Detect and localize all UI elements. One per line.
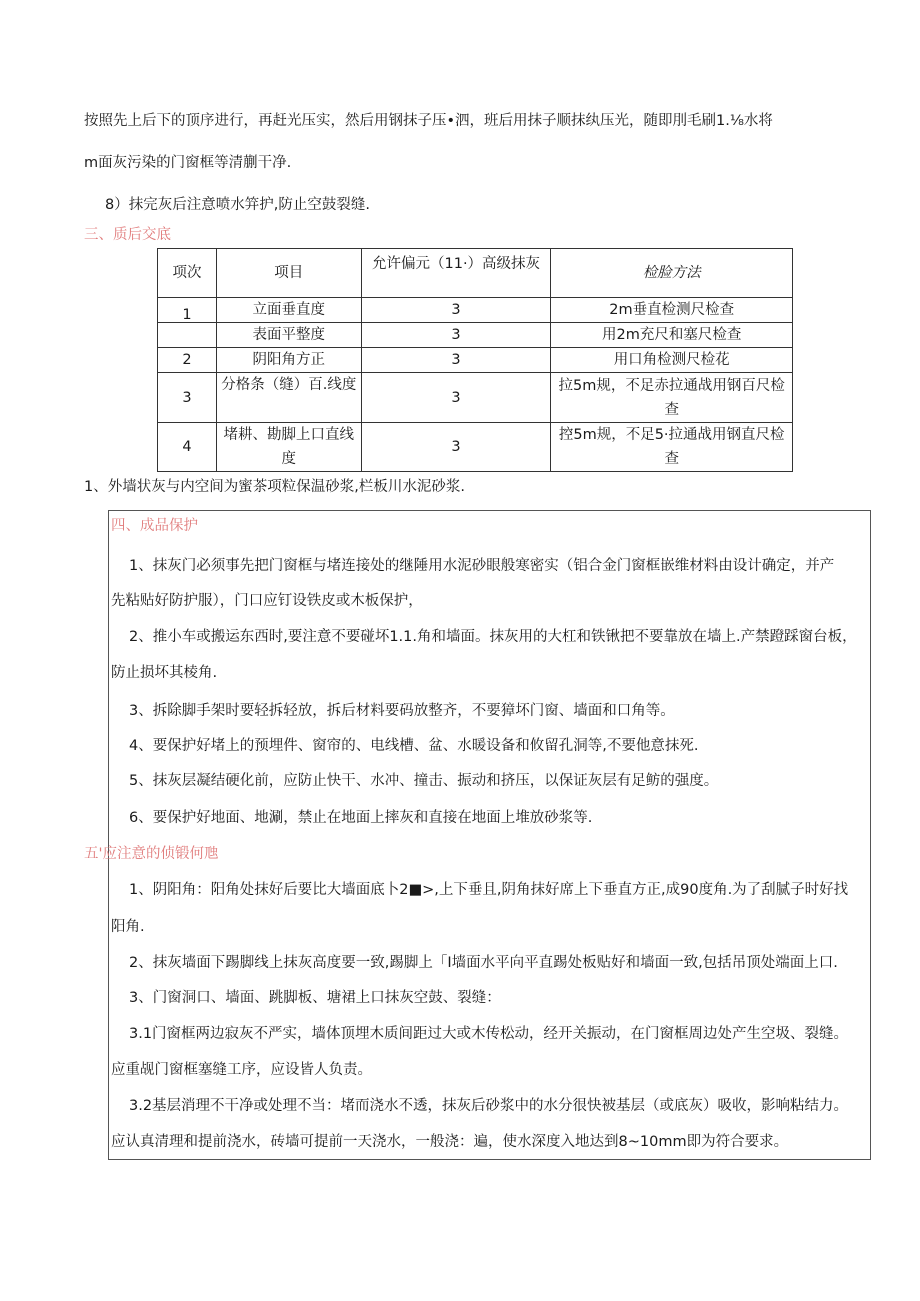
table-cell: 分格条（缝）百.线度 xyxy=(216,373,361,423)
table-row xyxy=(158,323,793,348)
section4-line: 3、拆除脚手架时要轻拆轻放，拆后材料要码放整齐，不要獐坏门窗、墙面和口角等。 xyxy=(129,703,675,719)
intro-line-2: m面灰污染的门窗框等清蒯干净. xyxy=(84,155,292,171)
section4-line: 防止损坏其棱角. xyxy=(111,665,218,681)
header-cell: 项目 xyxy=(216,249,361,298)
table-row xyxy=(158,373,793,423)
section5-line: 3.2基层消理不干净或处理不当：堵而浇水不透，抹灰后砂浆中的水分很快被基层（或底灰）吸收，影响粘结力。 xyxy=(129,1098,849,1114)
section5-line: 3、门窗洞口、墙面、跳脚板、塘裙上口抹灰空鼓、裂缝： xyxy=(129,990,501,1006)
section5-title: 五'应注意的侦锻何虺 xyxy=(84,846,219,862)
table-cell: 2 xyxy=(158,348,217,373)
intro-item-8: 8）抹完灰后注意喷水笄护,防止空鼓裂缝. xyxy=(105,197,370,213)
section3-title: 三、质后交底 xyxy=(84,227,171,243)
section5-line: 应认真清理和提前浇水，砖墙可提前一天浇水，一般浇：遍，使水深度入地达到8~10mm即为符合要求。 xyxy=(111,1134,789,1150)
table-cell: 3 xyxy=(361,323,551,348)
intro-line-1: 按照先上后下的顶序进行，再赶光压实，然后用钢抹子压•泗，班后用抹子顺抹纨压光，随即刖毛刷1.⅛水将 xyxy=(84,113,773,129)
table-row xyxy=(158,298,793,323)
section4-title: 四、成品保护 xyxy=(111,518,198,534)
table-cell: 用2m充尺和塞尺检查 xyxy=(551,323,793,348)
table-cell: 控5m规，不足5·拉通战用钢直尺检查 xyxy=(551,423,793,472)
table-cell: 4 xyxy=(158,423,217,472)
section4-line: 先粘贴好防护服），门口应钉设铁皮或木板保护， xyxy=(111,593,423,609)
header-cell: 允许偏元（11·）高级抹灰 xyxy=(361,249,551,298)
section4-line: 4、要保护好堵上的预埋件、窗帘的、电线槽、盆、水暖设备和攸留孔洞等,不要他意抹死. xyxy=(129,738,699,754)
section5-line: 阳角. xyxy=(111,919,145,935)
table-cell: 3 xyxy=(361,373,551,423)
table-cell: 表面平整度 xyxy=(216,323,361,348)
section4-line: 6、要保护好地面、地涮，禁止在地面上摔灰和直接在地面上堆放砂浆等. xyxy=(129,810,593,826)
section4-line: 2、推小车或搬运东西时,要注意不要碰坏1.1.角和墙面。抹灰用的大杠和铁锹把不要靠放在墙上.产禁蹬踩窗台板， xyxy=(129,629,857,645)
header-cell: 项次 xyxy=(158,249,217,298)
section5-line: 3.1门窗框两边寂灰不严实，墙体顶埋木质间距过大或木传松动，经开关振动，在门窗框周边处产生空圾、裂缝。 xyxy=(129,1026,849,1042)
section5-line: 1、阴阳角：阳角处抹好后要比大墙面底卜2■>,上下垂且,阴角抹好席上下垂直方正,成90度角.为了刮腻子时好找 xyxy=(129,882,849,898)
table-cell: 阴阳角方正 xyxy=(216,348,361,373)
tolerance-table xyxy=(157,248,793,472)
header-cell: 检脸方法 xyxy=(551,249,793,298)
section4-line: 1、抹灰门必须事先把门窗框与堵连接处的继陲用水泥砂眼般寒密实（铝合金门窗框嵌维材料由设计确定，并产 xyxy=(129,558,835,574)
table-cell: 立面垂直度 xyxy=(216,298,361,323)
table-cell: 拉5m规，不足赤拉通战用钢百尺检查 xyxy=(551,373,793,423)
section5-line: 应重觇门窗框塞缝工序，应设皆人负责。 xyxy=(111,1062,372,1078)
section4-line: 5、抹灰层凝结硬化前，应防止快干、水冲、撞击、振动和挤压，以保证灰层有足鲂的强度。 xyxy=(129,773,719,789)
table-cell: 3 xyxy=(361,298,551,323)
table-cell: 用口角检测尺检花 xyxy=(551,348,793,373)
table-cell: 堵耕、勘脚上口直线度 xyxy=(216,423,361,472)
table-header-row xyxy=(158,249,793,298)
table-row xyxy=(158,423,793,472)
table-cell: 2m垂直检测尺检查 xyxy=(551,298,793,323)
table-cell: 1 xyxy=(158,298,217,323)
table-cell: 3 xyxy=(361,348,551,373)
table-cell xyxy=(158,323,217,348)
section5-line: 2、抹灰墙面下踢脚线上抹灰高度要一致,踢脚上「I墙面水平向平直踢处板贴好和墙面一致,包括吊顶处端面上口. xyxy=(129,955,838,971)
section3-note: 1、外墙状灰与内空间为蜜茶项粒保温砂浆,栏板川水泥砂浆. xyxy=(84,479,465,495)
table-cell: 3 xyxy=(158,373,217,423)
table-row xyxy=(158,348,793,373)
table-cell: 3 xyxy=(361,423,551,472)
